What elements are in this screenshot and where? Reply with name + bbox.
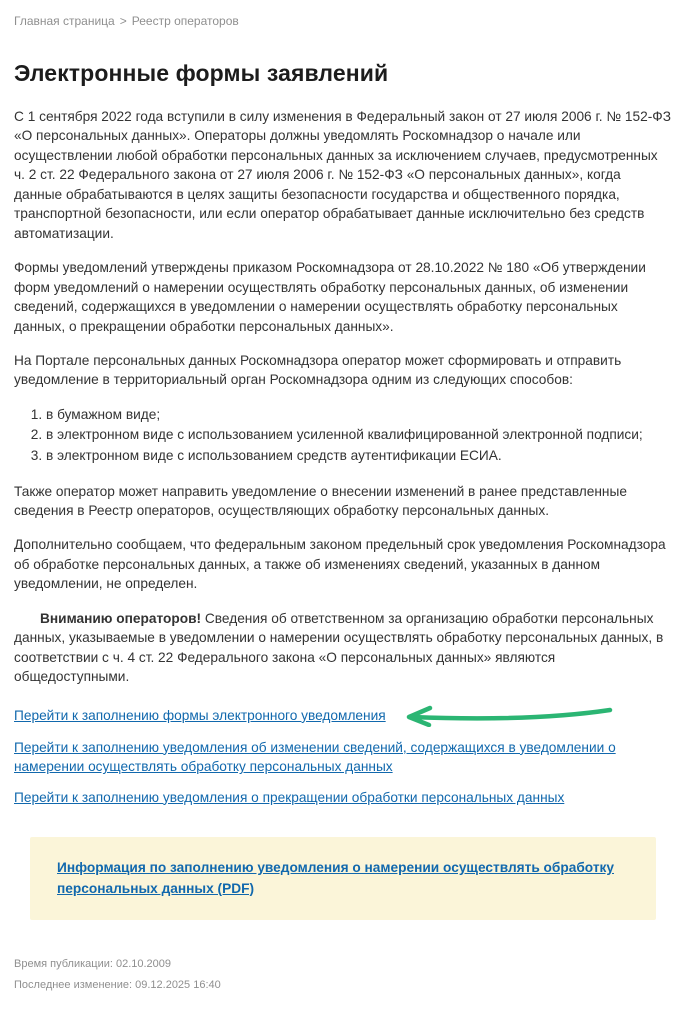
green-arrow-icon (396, 705, 614, 727)
last-modified: Последнее изменение: 09.12.2025 16:40 (14, 978, 221, 991)
fill-stop-processing-link[interactable]: Перейти к заполнению уведомления о прекращении обработки персональных данных (14, 789, 565, 805)
breadcrumb (14, 14, 671, 28)
action-links (14, 705, 671, 807)
pdf-info-link[interactable]: Информация по заполнению уведомления о намерении осуществлять обработку персональных данных (PDF) (57, 859, 614, 896)
paragraph-attention-operators (14, 609, 671, 687)
paragraph-law-changes: С 1 сентября 2022 года вступили в силу изменения в Федеральный закон от 27 июля 2006 г. № 152-ФЗ «О персональных данных». Операторы должны уведомлять Роскомнадзор о начале или осуществлении любой обработки персональных данных за исключением случаев, предусмотренных ч. 2 ст. 22 Федерального закона от 27 июля 2006 г. № 152-ФЗ «О персональных данных», когда данные обрабатываются в целях защиты безопасности государства и общественного порядка, транспортной безопасности, или если оператор обрабатывает данные исключительно без средств автоматизации. (14, 109, 671, 241)
attention-label: Вниманию операторов! (40, 610, 202, 626)
paragraph-changes-notice: Также оператор может направить уведомление о внесении изменений в ранее представленные сведения в Реестр операторов, осуществляющих обработку персональных данных. (14, 483, 627, 518)
attention-text: Сведения об ответственном за организацию обработки персональных данных, указываемые в уведомлении о намерении осуществлять обработку персональных данных, в соответствии с ч. 4 ст. 22 Федерального закона «О персональных данных» являются общедоступными. (14, 610, 664, 685)
breadcrumb-home-link[interactable]: Главная страница (14, 14, 115, 28)
paragraph-portal-ways: На Портале персональных данных Роскомнадзора оператор может сформировать и отправить уведомление в территориальный орган Роскомнадзора одним из следующих способов: (14, 352, 622, 388)
fill-change-notification-link[interactable]: Перейти к заполнению уведомления об изменении сведений, содержащихся в уведомлении о намерении осуществлять обработку персональных данных (14, 739, 616, 775)
list-item-esia: 3. в электронном виде с использованием средств аутентификации ЕСИА. (46, 446, 671, 467)
link-row-stop-notification (14, 788, 671, 807)
publication-meta (14, 954, 671, 996)
breadcrumb-separator: > (119, 14, 127, 28)
fill-electronic-notification-link[interactable]: Перейти к заполнению формы электронного уведомления (14, 707, 386, 723)
list-item-signature: 2. в электронном виде с использованием усиленной квалифицированной электронной подписи; (46, 425, 671, 446)
link-row-change-notification (14, 738, 671, 777)
link-row-new-notification (14, 705, 671, 727)
paragraph-order-forms: Формы уведомлений утверждены приказом Роскомнадзора от 28.10.2022 № 180 «Об утверждении форм уведомлений о намерении осуществлять обработку персональных данных, об изменении сведений, содержащихся в уведомлении о намерении осуществлять обработку персональных данных, о прекращении обработки персональных данных». (14, 260, 646, 334)
info-box (30, 837, 656, 920)
paragraph-deadline: Дополнительно сообщаем, что федеральным законом предельный срок уведомления Роскомнадзора об обработке персональных данных, а также об изменениях сведений, указанных в данном уведомлении, не определен. (14, 537, 666, 592)
article-content (14, 107, 671, 920)
submission-methods-list (14, 405, 671, 467)
list-item-paper: 1. в бумажном виде; (46, 405, 671, 426)
breadcrumb-current: Реестр операторов (131, 14, 239, 28)
publication-time: Время публикации: 02.10.2009 (14, 958, 172, 971)
page-title: Электронные формы заявлений (14, 60, 389, 86)
